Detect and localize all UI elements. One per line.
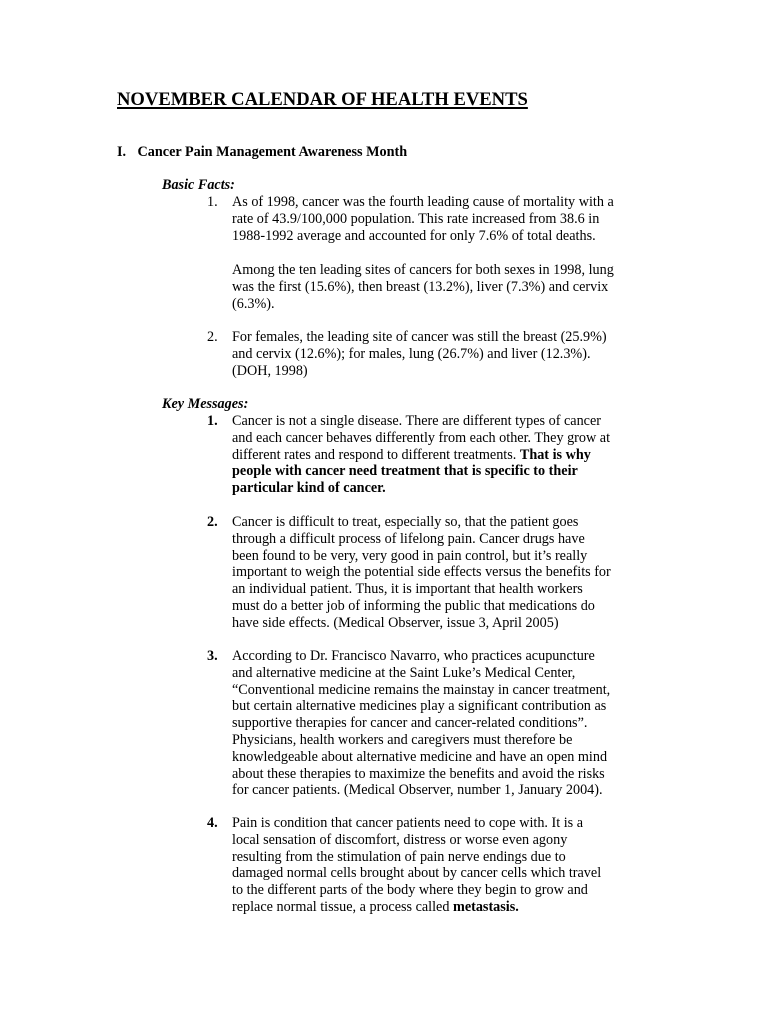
basic-facts-label: Basic Facts: (162, 177, 235, 193)
text-line: Pain is condition that cancer patients need to cope with. It is a (232, 815, 584, 831)
section-heading (117, 144, 407, 161)
text-line (232, 447, 667, 464)
section-numeral: I. (117, 144, 127, 160)
text-line: According to Dr. Francisco Navarro, who practices acupuncture (232, 648, 595, 664)
text-line: about these therapies to maximize the benefits and avoid the risks (232, 765, 605, 782)
emphasis-line: particular kind of cancer. (232, 480, 386, 497)
text-line: and cervix (12.6%); for males, lung (26.7%) and liver (12.3%). (232, 345, 591, 362)
basic-fact-item-1 (207, 194, 667, 244)
text-line: damaged normal cells brought about by cancer cells which travel (232, 865, 602, 882)
list-item-text (232, 648, 667, 799)
text-line: Cancer is difficult to treat, especially so, that the patient goes (232, 514, 579, 530)
list-item-text (232, 514, 667, 632)
text-line: (6.3%). (232, 295, 275, 312)
text-line: local sensation of discomfort, distress or worse even agony (232, 831, 568, 848)
text-line: knowledgeable about alternative medicine and have an open mind (232, 748, 608, 765)
emphasis-text: That is why (519, 446, 591, 463)
basic-fact-item-2 (207, 329, 667, 379)
list-number: 2. (207, 514, 218, 530)
text-line: For females, the leading site of cancer was still the breast (25.9%) (232, 329, 607, 345)
key-messages-label: Key Messages: (162, 396, 249, 412)
key-message-item-2 (207, 514, 667, 632)
text-line: “Conventional medicine remains the mainstay in cancer treatment, (232, 681, 611, 698)
text-line: to the different parts of the body where they begin to grow and (232, 882, 588, 899)
text-line: important to weigh the potential side effects versus the benefits for (232, 564, 611, 581)
list-number: 1. (207, 413, 218, 429)
text-line: but certain alternative medicines play a significant contribution as (232, 698, 607, 715)
text-line: supportive therapies for cancer and cancer-related conditions”. (232, 715, 588, 732)
list-item-text (232, 329, 667, 379)
text-line: (DOH, 1998) (232, 362, 308, 379)
list-item-text (232, 194, 667, 244)
key-message-item-3 (207, 648, 667, 799)
text-line: As of 1998, cancer was the fourth leading cause of mortality with a (232, 194, 614, 210)
key-message-item-4 (207, 815, 667, 916)
text-line: resulting from the stimulation of pain nerve endings due to (232, 848, 566, 865)
text-line: and alternative medicine at the Saint Luke’s Medical Center, (232, 664, 576, 681)
list-item-text (232, 413, 667, 497)
text-line: Physicians, health workers and caregivers must therefore be (232, 731, 573, 748)
text-line: an individual patient. Thus, it is important that health workers (232, 581, 583, 598)
list-item-text (232, 815, 667, 916)
text-line: was the first (15.6%), then breast (13.2%), liver (7.3%) and cervix (232, 278, 609, 295)
text-line: Cancer is not a single disease. There are different types of cancer (232, 413, 601, 429)
text-line (232, 899, 667, 916)
text-line: must do a better job of informing the public that medications do (232, 597, 595, 614)
document-title: NOVEMBER CALENDAR OF HEALTH EVENTS (117, 89, 528, 110)
text-segment: different rates and respond to different treatments. (232, 446, 517, 463)
text-line: have side effects. (Medical Observer, issue 3, April 2005) (232, 614, 559, 631)
basic-facts-paragraph (232, 262, 614, 312)
text-line: 1988-1992 average and accounted for only 7.6% of total deaths. (232, 227, 596, 244)
text-line: through a difficult process of lifelong pain. Cancer drugs have (232, 530, 585, 547)
text-line: been found to be very, very good in pain control, but it’s really (232, 547, 588, 564)
list-number: 4. (207, 815, 218, 831)
key-message-item-1 (207, 413, 667, 497)
text-line: rate of 43.9/100,000 population. This rate increased from 38.6 in (232, 210, 600, 227)
text-segment: replace normal tissue, a process called (232, 898, 453, 915)
section-heading-text: Cancer Pain Management Awareness Month (137, 144, 408, 160)
text-line: and each cancer behaves differently from each other. They grow at (232, 429, 611, 446)
emphasis-line: people with cancer need treatment that is specific to their (232, 463, 578, 480)
text-line: Among the ten leading sites of cancers for both sexes in 1998, lung (232, 262, 614, 278)
list-number: 2. (207, 329, 218, 345)
emphasis-text: metastasis. (453, 898, 519, 915)
list-number: 1. (207, 194, 218, 210)
text-line: for cancer patients. (Medical Observer, number 1, January 2004). (232, 782, 603, 799)
list-number: 3. (207, 648, 218, 664)
